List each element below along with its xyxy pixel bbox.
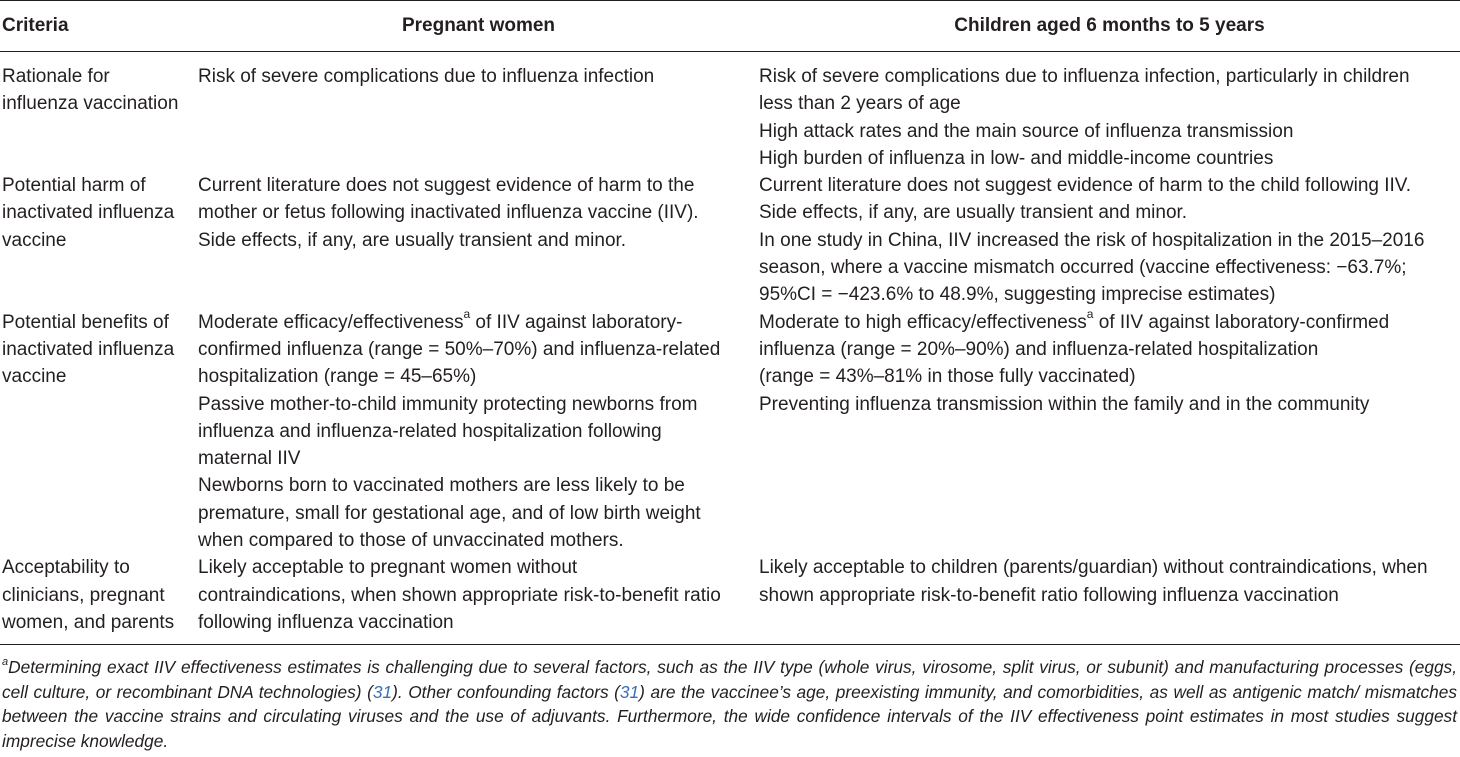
row-criteria: [0, 172, 198, 308]
cell-text: of IIV against laboratory-: [470, 311, 683, 333]
cell-line: when compared to those of unvaccinated mothers.: [198, 530, 624, 552]
cell-line: Risk of severe complications due to influenza infection: [198, 66, 655, 87]
header-pregnant-women: Pregnant women: [198, 1, 759, 52]
cell-line: 95%CI = −423.6% to 48.9%, suggesting imprecise estimates): [759, 284, 1276, 306]
cell-line: shown appropriate risk-to-benefit ratio following influenza vaccination: [759, 584, 1339, 606]
cell-line: hospitalization (range = 45–65%): [198, 366, 477, 388]
cell-line: following influenza vaccination: [198, 611, 454, 633]
row-children-cell: [759, 172, 1460, 308]
cell-line: vaccine: [2, 366, 67, 388]
cell-line: Acceptability to: [2, 557, 130, 579]
cell-line: In one study in China, IIV increased the risk of hospitalization in the 2015–2016: [759, 229, 1425, 251]
header-criteria: Criteria: [0, 1, 198, 52]
header-row: [0, 1, 1460, 52]
cell-line: [198, 309, 759, 336]
cell-line: influenza vaccination: [2, 93, 179, 115]
cell-line: premature, small for gestational age, and of low birth weight: [198, 502, 701, 524]
cell-text: Moderate to high efficacy/effectiveness: [759, 311, 1087, 333]
table-footnote: [2, 655, 1457, 753]
cell-text: Moderate efficacy/effectiveness: [198, 311, 464, 333]
table-body: [0, 52, 1460, 645]
cell-line: influenza and influenza-related hospitalization following: [198, 420, 662, 442]
cell-line: Rationale for: [2, 66, 110, 87]
cell-line: Likely acceptable to children (parents/guardian) without contraindications, when: [759, 557, 1428, 579]
reference-link[interactable]: 31: [372, 681, 393, 702]
row-pregnant-cell: [198, 309, 759, 555]
cell-line: mother or fetus following inactivated influenza vaccine (IIV).: [198, 202, 699, 224]
cell-line: women, and parents: [2, 611, 175, 633]
reference-link[interactable]: 31: [619, 681, 640, 702]
cell-line: Preventing influenza transmission within the family and in the community: [759, 393, 1370, 415]
cell-line: season, where a vaccine mismatch occurred (vaccine effectiveness: −63.7%;: [759, 257, 1407, 279]
row-children-cell: [759, 52, 1460, 173]
row-criteria: [0, 52, 198, 173]
row-pregnant-cell: [198, 52, 759, 173]
cell-line: Risk of severe complications due to influenza infection, particularly in children: [759, 66, 1410, 87]
row-pregnant-cell: [198, 172, 759, 308]
cell-line: less than 2 years of age: [759, 93, 961, 115]
header-children: Children aged 6 months to 5 years: [759, 1, 1460, 52]
cell-line: [759, 309, 1460, 336]
cell-line: Potential benefits of: [2, 311, 169, 333]
cell-line: Side effects, if any, are usually transient and minor.: [198, 229, 627, 251]
cell-line: Passive mother-to-child immunity protecting newborns from: [198, 393, 698, 415]
cell-line: Likely acceptable to pregnant women without: [198, 557, 578, 579]
cell-line: influenza (range = 20%–90%) and influenza-related hospitalization: [759, 338, 1319, 360]
cell-line: Current literature does not suggest evidence of harm to the: [198, 175, 695, 197]
cell-line: inactivated influenza: [2, 202, 175, 224]
footnote-marker: a: [2, 656, 9, 669]
cell-line: maternal IIV: [198, 448, 301, 470]
row-criteria: [0, 309, 198, 555]
table-row-harm: [0, 172, 1460, 308]
cell-line: contraindications, when shown appropriate risk-to-benefit ratio: [198, 584, 721, 606]
cell-line: High burden of influenza in low- and middle-income countries: [759, 147, 1274, 169]
cell-line: inactivated influenza: [2, 338, 175, 360]
cell-line: clinicians, pregnant: [2, 584, 165, 606]
cell-line: High attack rates and the main source of influenza transmission: [759, 120, 1294, 142]
row-children-cell: [759, 309, 1460, 555]
table-header: [0, 1, 1460, 52]
table-row-rationale: [0, 52, 1460, 173]
footnote-text: ). Other confounding factors (: [392, 681, 620, 702]
cell-line: Current literature does not suggest evidence of harm to the child following IIV.: [759, 175, 1412, 197]
cell-text: of IIV against laboratory-confirmed: [1093, 311, 1390, 333]
table-row-benefits: [0, 309, 1460, 555]
cell-line: Potential harm of: [2, 175, 146, 197]
footnote-marker: a: [1086, 307, 1094, 322]
cell-line: Side effects, if any, are usually transient and minor.: [759, 202, 1188, 224]
cell-line: Newborns born to vaccinated mothers are less likely to be: [198, 475, 685, 497]
row-criteria: [0, 554, 198, 644]
cell-line: confirmed influenza (range = 50%–70%) and influenza-related: [198, 338, 721, 360]
cell-line: vaccine: [2, 229, 67, 251]
table-row-acceptability: [0, 554, 1460, 644]
cell-line: (range = 43%–81% in those fully vaccinated): [759, 366, 1136, 388]
footnote-text: ) are the vaccinee’s age, preexisting immunity, and comorbidities, as well as antigenic match/ mismatches between the vaccine strains and circulating viruses and the use of adjuvants. Furthermore, the wide confidence intervals of the IIV effectiveness point estimates in most studies suggest imprecise knowledge.: [2, 681, 1457, 751]
row-children-cell: [759, 554, 1460, 644]
row-pregnant-cell: [198, 554, 759, 644]
footnote-marker: a: [463, 307, 471, 322]
footnote-text: Determining exact IIV effectiveness estimates is challenging due to several factors, such as the IIV type (whole virus, virosome, split virus, or subunit) and manufacturing processes (eggs, cell culture, or recombinant DNA technologies) (: [2, 657, 1457, 702]
